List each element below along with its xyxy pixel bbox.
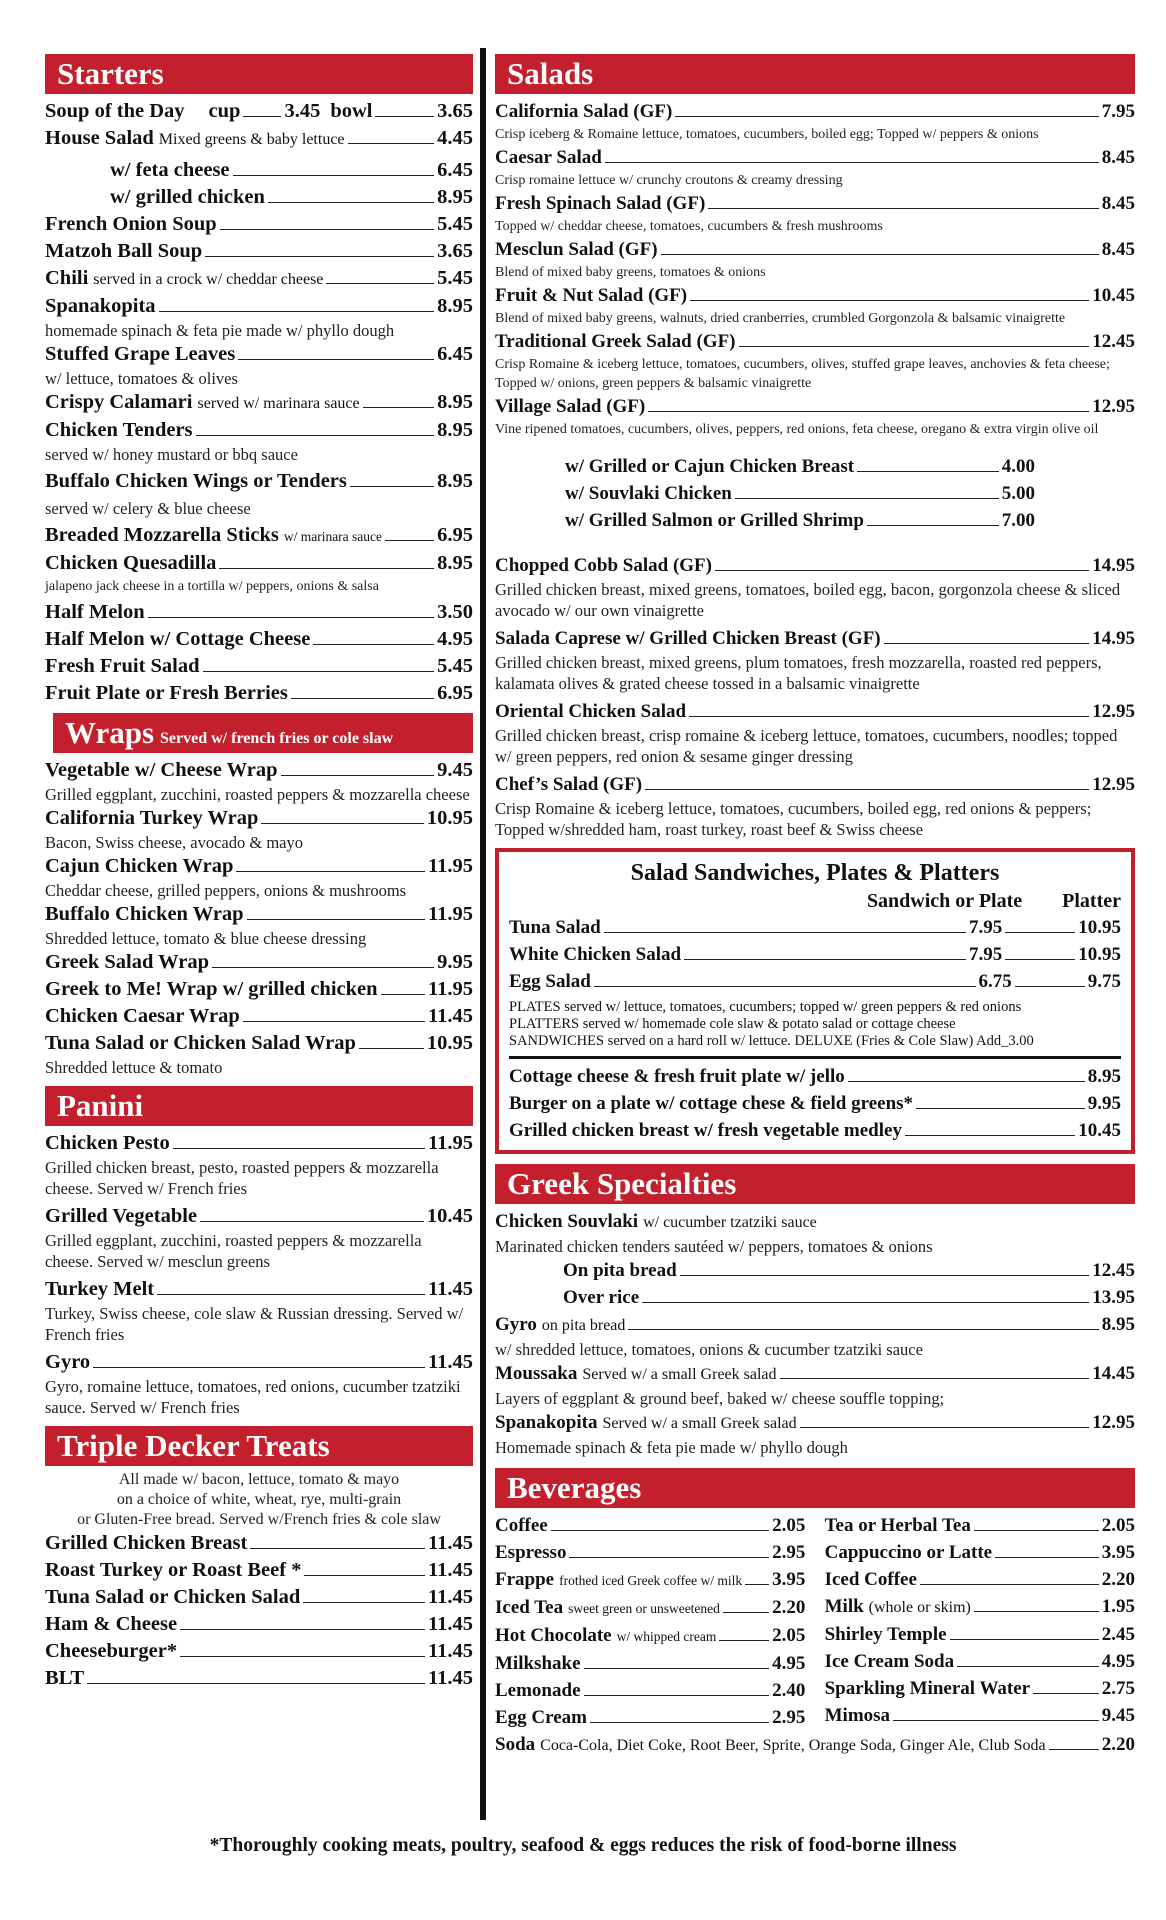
- menu-item: [565, 507, 1035, 534]
- menu-item: [509, 1090, 1121, 1117]
- salads-header: Salads: [495, 54, 1135, 94]
- menu-item: [45, 1003, 473, 1030]
- item-name: w/ Grilled Salmon or Grilled Shrimp: [565, 510, 864, 531]
- item-description: Crisp Romaine & iceberg lettuce, tomatoes, cucumbers, olives, stuffed grape leaves, anchovies & feta cheese; Topped w/ onions, green peppers & balsamic vinaigrette: [495, 357, 1110, 391]
- item-name: Ham & Cheese: [45, 1613, 178, 1635]
- item-price: 12.95: [1092, 396, 1135, 417]
- item-name: w/ Grilled or Cajun Chicken Breast: [565, 456, 855, 477]
- menu-item: [825, 1675, 1135, 1702]
- menu-item: [825, 1539, 1135, 1566]
- menu-item: [509, 1063, 1121, 1090]
- sandwich-price: 7.95: [969, 917, 1003, 938]
- item-price: 10.95: [426, 807, 473, 829]
- menu-item: French Onion Soup 5.45: [45, 213, 473, 235]
- item-description: Grilled chicken breast, mixed greens, plum tomatoes, fresh mozzarella, roasted red peppers, kalamata olives & grated cheese tossed in a balsamic vinaigrette: [495, 653, 1102, 693]
- menu-item: [825, 1566, 1135, 1593]
- item-description: Gyro, romaine lettuce, tomatoes, red onions, cucumber tzatziki sauce. Served w/ French fries: [45, 1377, 461, 1417]
- item-name: Burger on a plate w/ cottage chese & field greens*: [509, 1093, 914, 1114]
- item-name: Tuna Salad or Chicken Salad: [45, 1586, 301, 1608]
- item-description: Marinated chicken tenders sautéed w/ peppers, tomatoes & onions: [495, 1237, 933, 1256]
- item-price: 10.95: [426, 1032, 473, 1054]
- menu-item: [495, 144, 1135, 171]
- sandwich-price: 7.95: [969, 944, 1003, 965]
- item-description: Crisp iceberg & Romaine lettuce, tomatoes, cucumbers, boiled egg; Topped w/ peppers & onions: [495, 127, 1039, 142]
- item-price: 9.45: [437, 759, 473, 781]
- menu-item: [495, 1704, 805, 1731]
- panini-header: Panini: [45, 1086, 473, 1126]
- item-name: Chopped Cobb Salad (GF): [495, 555, 712, 576]
- item-name: BLT: [45, 1667, 85, 1689]
- item-name: Milkshake: [495, 1653, 581, 1674]
- menu-item: [495, 393, 1135, 420]
- menu-item: Moussaka Served w/ a small Greek salad 14.45: [495, 1363, 1135, 1384]
- col-sandwich: Sandwich or Plate: [866, 890, 1023, 912]
- item-description: Grilled eggplant, zucchini, roasted peppers & mozzarella cheese: [45, 785, 470, 804]
- item-price: 8.45: [1101, 239, 1135, 260]
- menu-item: Half Melon w/ Cottage Cheese 4.95: [45, 628, 473, 650]
- food-safety-footer: *Thoroughly cooking meats, poultry, seafood & eggs reduces the risk of food-borne illness: [209, 1835, 957, 1856]
- menu-item: Chicken Quesadilla 8.95: [45, 552, 473, 574]
- menu-item: [495, 190, 1135, 217]
- item-price: 12.45: [1092, 331, 1135, 352]
- item-price: 11.45: [428, 1667, 473, 1689]
- item-price: 2.40: [772, 1680, 806, 1701]
- item-description: Crisp Romaine & iceberg lettuce, tomatoes, cucumbers, boiled egg, red onions & peppers; Topped w/shredded ham, roast turkey, roast beef & Swiss cheese: [495, 799, 1092, 839]
- col-platter: Platter: [1062, 890, 1121, 912]
- item-description: jalapeno jack cheese in a tortilla w/ peppers, onions & salsa: [45, 579, 379, 594]
- menu-item: [825, 1648, 1135, 1675]
- item-price: 9.95: [437, 951, 473, 973]
- salads-list-2: [495, 552, 1135, 840]
- item-name: Iced Coffee: [824, 1569, 917, 1590]
- item-price: 12.95: [1092, 774, 1135, 795]
- item-name: Milk: [824, 1596, 864, 1617]
- sandwich-price: 6.75: [978, 971, 1012, 992]
- item-price: 2.05: [1101, 1515, 1135, 1536]
- menu-item: Fruit Plate or Fresh Berries 6.95: [45, 682, 473, 704]
- item-description: Blend of mixed baby greens, walnuts, dried cranberries, crumbled Gorgonzola & balsamic vinaigrette: [495, 311, 1066, 326]
- item-name: Iced Tea: [495, 1597, 564, 1618]
- item-price: 8.45: [1101, 193, 1135, 214]
- menu-item: [825, 1621, 1135, 1648]
- item-price: 11.95: [428, 978, 473, 1000]
- item-price: 11.95: [428, 903, 473, 925]
- menu-item: Breaded Mozzarella Sticks w/ marinara sauce 6.95: [45, 524, 473, 546]
- item-name: Chicken Pesto: [45, 1132, 170, 1154]
- menu-item: [565, 480, 1035, 507]
- item-price: 8.45: [1101, 147, 1135, 168]
- item-description: served w/ celery & blue cheese: [45, 499, 251, 518]
- item-price: 4.00: [1001, 456, 1035, 477]
- item-name: California Salad (GF): [495, 101, 673, 122]
- item-name: Chicken Caesar Wrap: [45, 1005, 240, 1027]
- item-description: Shredded lettuce & tomato: [45, 1058, 223, 1077]
- item-price: 2.75: [1101, 1678, 1135, 1699]
- item-name: Egg Salad: [509, 971, 591, 992]
- item-description: Homemade spinach & feta pie made w/ phyllo dough: [495, 1438, 848, 1457]
- item-price: 10.45: [1092, 285, 1135, 306]
- menu-item: On pita bread 12.45: [563, 1260, 1135, 1281]
- item-price: 9.45: [1101, 1705, 1135, 1726]
- starters-header: Starters: [45, 54, 473, 94]
- item-name: Vegetable w/ Cheese Wrap: [45, 759, 278, 781]
- column-divider: [480, 48, 486, 1820]
- menu-item: [45, 949, 473, 976]
- menu-item: Chicken Souvlaki w/ cucumber tzatziki sauce: [495, 1211, 817, 1232]
- item-name: Fresh Spinach Salad (GF): [495, 193, 706, 214]
- item-description: w/ lettuce, tomatoes & olives: [45, 369, 238, 388]
- item-name: Espresso: [495, 1542, 567, 1563]
- item-name: Fruit & Nut Salad (GF): [495, 285, 688, 306]
- item-name: Tea or Herbal Tea: [824, 1515, 971, 1536]
- platter-notes: [509, 999, 1121, 1059]
- menu-item: Fresh Fruit Salad 5.45: [45, 655, 473, 677]
- menu-item: Chicken Tenders 8.95: [45, 419, 473, 441]
- item-name: Caesar Salad: [495, 147, 602, 168]
- salad-addons: [495, 453, 1135, 534]
- menu-item: [495, 625, 1135, 652]
- menu-item: w/ feta cheese 6.45: [110, 159, 473, 181]
- left-column: [45, 48, 473, 1692]
- menu-item: [495, 98, 1135, 125]
- menu-item: Over rice 13.95: [563, 1287, 1135, 1308]
- item-name: Sparkling Mineral Water: [824, 1678, 1031, 1699]
- item-name: Grilled Vegetable: [45, 1205, 198, 1227]
- item-price: 4.95: [772, 1653, 806, 1674]
- item-description: Layers of eggplant & ground beef, baked w/ cheese souffle topping;: [495, 1389, 945, 1408]
- platter-rows: [509, 914, 1121, 995]
- item-price: 2.05: [772, 1625, 806, 1646]
- item-price: 5.00: [1001, 483, 1035, 504]
- menu-item: w/ grilled chicken 8.95: [110, 186, 473, 208]
- menu-item: [45, 1530, 473, 1557]
- wraps-list: [45, 757, 473, 1078]
- item-name: Greek to Me! Wrap w/ grilled chicken: [45, 978, 378, 1000]
- menu-item: [45, 1611, 473, 1638]
- menu-item: [495, 771, 1135, 798]
- item-name: Greek Salad Wrap: [45, 951, 210, 973]
- item-price: 11.45: [428, 1351, 473, 1373]
- item-name: Turkey Melt: [45, 1278, 155, 1300]
- item-price: 3.95: [772, 1569, 806, 1590]
- item-price: 11.45: [428, 1532, 473, 1554]
- menu-item: [45, 1203, 473, 1230]
- item-price: 2.95: [772, 1707, 806, 1728]
- item-price: 11.45: [428, 1005, 473, 1027]
- menu-item: Stuffed Grape Leaves 6.45: [45, 343, 473, 365]
- beverages-left: [495, 1512, 805, 1731]
- menu-item: [45, 853, 473, 880]
- item-description: w/ shredded lettuce, tomatoes, onions & cucumber tzatziki sauce: [495, 1340, 923, 1359]
- menu-item: [495, 1566, 805, 1594]
- item-description: Shredded lettuce, tomato & blue cheese dressing: [45, 929, 367, 948]
- menu-item: [45, 976, 473, 1003]
- beverages-list: [495, 1512, 1135, 1731]
- menu-item: [825, 1512, 1135, 1539]
- item-name: Cheeseburger*: [45, 1640, 178, 1662]
- item-name: Tuna Salad or Chicken Salad Wrap: [45, 1032, 356, 1054]
- menu-item: [495, 1512, 805, 1539]
- item-name: Coffee: [495, 1515, 548, 1536]
- item-name: Shirley Temple: [824, 1624, 947, 1645]
- item-price: 10.45: [426, 1205, 473, 1227]
- menu-item: [495, 1650, 805, 1677]
- item-description: Vine ripened tomatoes, cucumbers, olives, peppers, red onions, feta cheese, oregano & extra virgin olive oil: [495, 422, 1099, 437]
- item-price: 14.95: [1092, 628, 1135, 649]
- item-description: Cheddar cheese, grilled peppers, onions & mushrooms: [45, 881, 407, 900]
- greek-header: Greek Specialties: [495, 1164, 1135, 1204]
- item-note: w/ whipped cream: [616, 1629, 717, 1644]
- menu-item: [495, 1677, 805, 1704]
- item-name: Ice Cream Soda: [824, 1651, 955, 1672]
- item-name: Lemonade: [495, 1680, 581, 1701]
- item-description: Topped w/ cheddar cheese, tomatoes, cucumbers & fresh mushrooms: [495, 219, 883, 234]
- menu-item: [495, 236, 1135, 263]
- item-name: Village Salad (GF): [495, 396, 646, 417]
- triple-intro-1: All made w/ bacon, lettuce, tomato & mayo: [118, 1471, 400, 1488]
- triple-intro-2: on a choice of white, wheat, rye, multi-grain: [116, 1491, 402, 1508]
- platters-title: Salad Sandwiches, Plates & Platters: [630, 860, 1000, 886]
- item-name: Hot Chocolate: [495, 1625, 612, 1646]
- item-name: Salada Caprese w/ Grilled Chicken Breast (GF): [495, 628, 881, 649]
- menu-item: [495, 328, 1135, 355]
- menu-item: [45, 901, 473, 928]
- menu-item: Spanakopita 8.95: [45, 295, 473, 317]
- item-description: Grilled eggplant, zucchini, roasted peppers & mozzarella cheese. Served w/ mesclun greens: [45, 1231, 422, 1271]
- item-name: Cajun Chicken Wrap: [45, 855, 234, 877]
- menu-item: Soup of the Day cup 3.45 bowl 3.65: [45, 100, 473, 122]
- item-note: (whole or skim): [868, 1599, 971, 1616]
- menu-item: [45, 1276, 473, 1303]
- item-name: California Turkey Wrap: [45, 807, 259, 829]
- menu-item: Crispy Calamari served w/ marinara sauce 8.95: [45, 391, 473, 413]
- platter-price: 10.95: [1078, 917, 1121, 938]
- menu-item: [565, 453, 1035, 480]
- item-price: 12.95: [1092, 701, 1135, 722]
- right-column: [495, 48, 1135, 1759]
- menu-item: [45, 1584, 473, 1611]
- menu-item: Matzoh Ball Soup 3.65: [45, 240, 473, 262]
- item-price: 2.20: [1101, 1569, 1135, 1590]
- item-name: w/ Souvlaki Chicken: [565, 483, 732, 504]
- beverages-right: [825, 1512, 1135, 1731]
- item-description: Grilled chicken breast, pesto, roasted peppers & mozzarella cheese. Served w/ French fries: [45, 1158, 439, 1198]
- triple-intro-3: or Gluten-Free bread. Served w/French fries & cole slaw: [77, 1511, 441, 1528]
- item-price: 11.45: [428, 1640, 473, 1662]
- platter-price: 10.95: [1078, 944, 1121, 965]
- item-name: Tuna Salad: [509, 917, 601, 938]
- item-price: 7.95: [1101, 101, 1135, 122]
- triple-list: [45, 1530, 473, 1692]
- item-description: Turkey, Swiss cheese, cole slaw & Russian dressing. Served w/ French fries: [45, 1304, 464, 1344]
- note-sandwiches: SANDWICHES served on a hard roll w/ lettuce. DELUXE (Fries & Cole Slaw) Add_3.00: [509, 1033, 1034, 1049]
- menu-item: [45, 1665, 473, 1692]
- item-note: frothed iced Greek coffee w/ milk: [559, 1573, 743, 1588]
- item-name: Traditional Greek Salad (GF): [495, 331, 736, 352]
- menu-item: [45, 805, 473, 832]
- item-name: Grilled Chicken Breast: [45, 1532, 248, 1554]
- menu-item: Spanakopita Served w/ a small Greek salad 12.95: [495, 1412, 1135, 1433]
- platter-price: 9.75: [1087, 971, 1121, 992]
- item-price: 7.00: [1001, 510, 1035, 531]
- item-name: Mimosa: [824, 1705, 891, 1726]
- item-price: 11.95: [428, 855, 473, 877]
- item-name: Egg Cream: [495, 1707, 587, 1728]
- menu-item: [495, 282, 1135, 309]
- item-description: Grilled chicken breast, mixed greens, tomatoes, boiled egg, bacon, gorgonzola cheese & sliced avocado w/ our own vinaigrette: [495, 580, 1121, 620]
- menu-item: Buffalo Chicken Wings or Tenders 8.95: [45, 470, 473, 492]
- item-price: 11.95: [428, 1132, 473, 1154]
- item-description: Crisp romaine lettuce w/ crunchy croutons & creamy dressing: [495, 173, 843, 188]
- item-price: 8.95: [1087, 1066, 1121, 1087]
- note-platters: PLATTERS served w/ homemade cole slaw & potato salad or cottage cheese: [509, 1016, 956, 1032]
- item-note: sweet green or unsweetened: [568, 1601, 720, 1616]
- platter-extras: [509, 1063, 1121, 1144]
- platters-box: [495, 848, 1135, 1154]
- item-name: Chef’s Salad (GF): [495, 774, 643, 795]
- platters-column-headers: [509, 888, 1121, 914]
- note-plates: PLATES served w/ lettuce, tomatoes, cucumbers; topped w/ green peppers & red onions: [509, 999, 1022, 1015]
- item-name: Mesclun Salad (GF): [495, 239, 658, 260]
- menu-item: Chili served in a crock w/ cheddar cheese 5.45: [45, 267, 473, 289]
- item-name: Frappe: [495, 1569, 555, 1590]
- item-price: 2.95: [772, 1542, 806, 1563]
- menu-item: [45, 1349, 473, 1376]
- item-name: Cappuccino or Latte: [824, 1542, 993, 1563]
- menu-item: [825, 1702, 1135, 1729]
- beverages-header: Beverages: [495, 1468, 1135, 1508]
- platter-row: [509, 914, 1121, 941]
- item-price: 4.95: [1101, 1651, 1135, 1672]
- item-description: served w/ honey mustard or bbq sauce: [45, 445, 298, 464]
- item-name: Roast Turkey or Roast Beef *: [45, 1559, 302, 1581]
- item-description: Bacon, Swiss cheese, avocado & mayo: [45, 833, 303, 852]
- item-price: 9.95: [1087, 1093, 1121, 1114]
- item-price: 11.45: [428, 1278, 473, 1300]
- menu-item: [45, 757, 473, 784]
- item-name: Buffalo Chicken Wrap: [45, 903, 244, 925]
- item-price: 2.05: [772, 1515, 806, 1536]
- item-price: 10.45: [1078, 1120, 1121, 1141]
- item-name: Cottage cheese & fresh fruit plate w/ jello: [509, 1066, 845, 1087]
- menu-item: [495, 552, 1135, 579]
- menu-item: Half Melon 3.50: [45, 601, 473, 623]
- menu-item: [45, 1638, 473, 1665]
- item-name: Gyro: [45, 1351, 91, 1373]
- menu-item: [495, 1539, 805, 1566]
- menu-item: [45, 1130, 473, 1157]
- menu-item: Soda Coca-Cola, Diet Coke, Root Beer, Sprite, Orange Soda, Ginger Ale, Club Soda 2.20: [495, 1734, 1135, 1755]
- menu-item: [495, 1622, 805, 1650]
- panini-list: [45, 1130, 473, 1418]
- platter-row: [509, 968, 1121, 995]
- item-description: Grilled chicken breast, crisp romaine & iceberg lettuce, tomatoes, cucumbers, noodles; topped w/ green peppers, red onion & sesame ginger dressing: [495, 726, 1118, 766]
- menu-item: House Salad Mixed greens & baby lettuce 4.45: [45, 127, 473, 149]
- menu-item: [45, 1030, 473, 1057]
- item-name: White Chicken Salad: [509, 944, 682, 965]
- salads-list: [495, 98, 1135, 439]
- item-description: Blend of mixed baby greens, tomatoes & onions: [495, 265, 766, 280]
- menu-item: [495, 698, 1135, 725]
- item-price: 14.95: [1092, 555, 1135, 576]
- item-description: homemade spinach & feta pie made w/ phyllo dough: [45, 321, 395, 340]
- item-name: Oriental Chicken Salad: [495, 701, 687, 722]
- menu-item: Gyro on pita bread 8.95: [495, 1314, 1135, 1335]
- item-price: 11.45: [428, 1559, 473, 1581]
- item-price: 11.45: [428, 1613, 473, 1635]
- item-price: 3.95: [1101, 1542, 1135, 1563]
- platter-row: [509, 941, 1121, 968]
- menu-item: [495, 1594, 805, 1622]
- item-price: 11.45: [428, 1586, 473, 1608]
- item-name: Grilled chicken breast w/ fresh vegetable medley: [509, 1120, 902, 1141]
- menu-item: [45, 1557, 473, 1584]
- item-price: 2.45: [1101, 1624, 1135, 1645]
- item-price: 1.95: [1101, 1596, 1135, 1617]
- menu-item: [825, 1593, 1135, 1621]
- wraps-header: Wraps Served w/ french fries or cole slaw: [53, 713, 473, 753]
- menu-item: [509, 1117, 1121, 1144]
- triple-decker-header: Triple Decker Treats: [45, 1426, 473, 1466]
- item-price: 2.20: [772, 1597, 806, 1618]
